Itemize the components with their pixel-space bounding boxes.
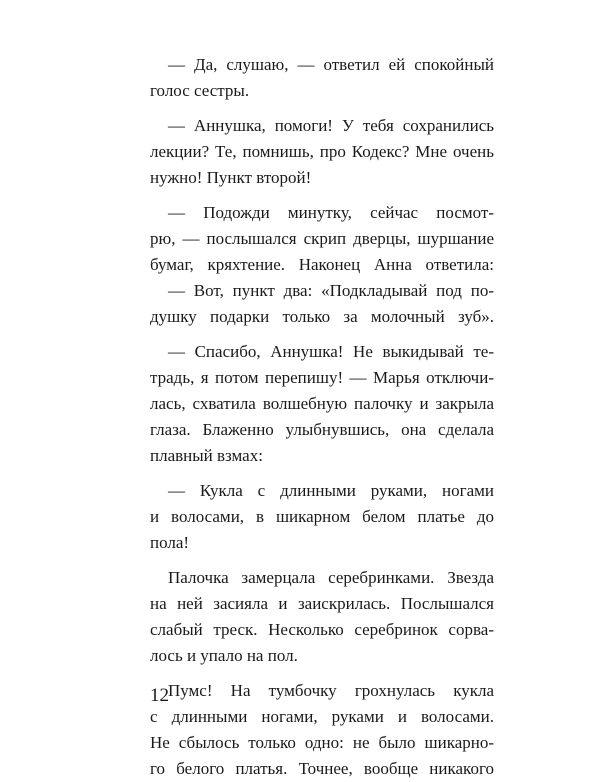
text-line: — Аннушка, помоги! У тебя сохранились (168, 116, 494, 135)
text-line: Не сбылось только одно: не было шикарно- (150, 733, 494, 752)
text-line: Пумс! На тумбочку грохнулась кукла (168, 681, 494, 700)
text-line: лекции? Те, помнишь, про Кодекс? Мне очень (150, 142, 494, 161)
text-line: пола! (150, 533, 190, 552)
text-line: — Подожди минутку, сейчас посмот- (168, 203, 494, 222)
text-line: Палочка замерцала серебринками. Звезда (168, 568, 494, 587)
text-line: рю, — послышался скрип дверцы, шуршание (150, 229, 494, 248)
text-line: — Вот, пункт два: «Подкладывай под по- (168, 281, 494, 300)
text-line: слабый треск. Несколько серебринок сорва- (150, 620, 494, 639)
text-line: нужно! Пункт второй! (150, 168, 312, 187)
text-line: го белого платья. Точнее, вообще никакого (150, 759, 494, 778)
text-line: — Да, слушаю, — ответил ей спокойный (168, 55, 494, 74)
text-line: с длинными ногами, руками и волосами. (150, 707, 494, 726)
text-line: — Спасибо, Аннушка! Не выкидывай те- (168, 342, 494, 361)
body-text (150, 52, 494, 782)
text-line: голос сестры. (150, 81, 250, 100)
text-line: лось и упало на пол. (150, 646, 298, 665)
text-line: душку подарки только за молочный зуб». (150, 307, 494, 326)
text-line: традь, я потом перепишу! — Марья отключи- (150, 368, 494, 387)
text-line: и волосами, в шикарном белом платье до (150, 507, 494, 526)
text-line: на ней засияла и заискрилась. Послышался (150, 594, 494, 613)
text-line: плавный взмах: (150, 446, 263, 465)
text-line: глаза. Блаженно улыбнувшись, она сделала (150, 420, 494, 439)
text-line: лась, схватила волшебную палочку и закрыла (150, 394, 494, 413)
page-number: 12 (150, 685, 169, 706)
text-line: бумаг, кряхтение. Наконец Анна ответила: (150, 255, 494, 274)
text-line: — Кукла с длинными руками, ногами (168, 481, 494, 500)
